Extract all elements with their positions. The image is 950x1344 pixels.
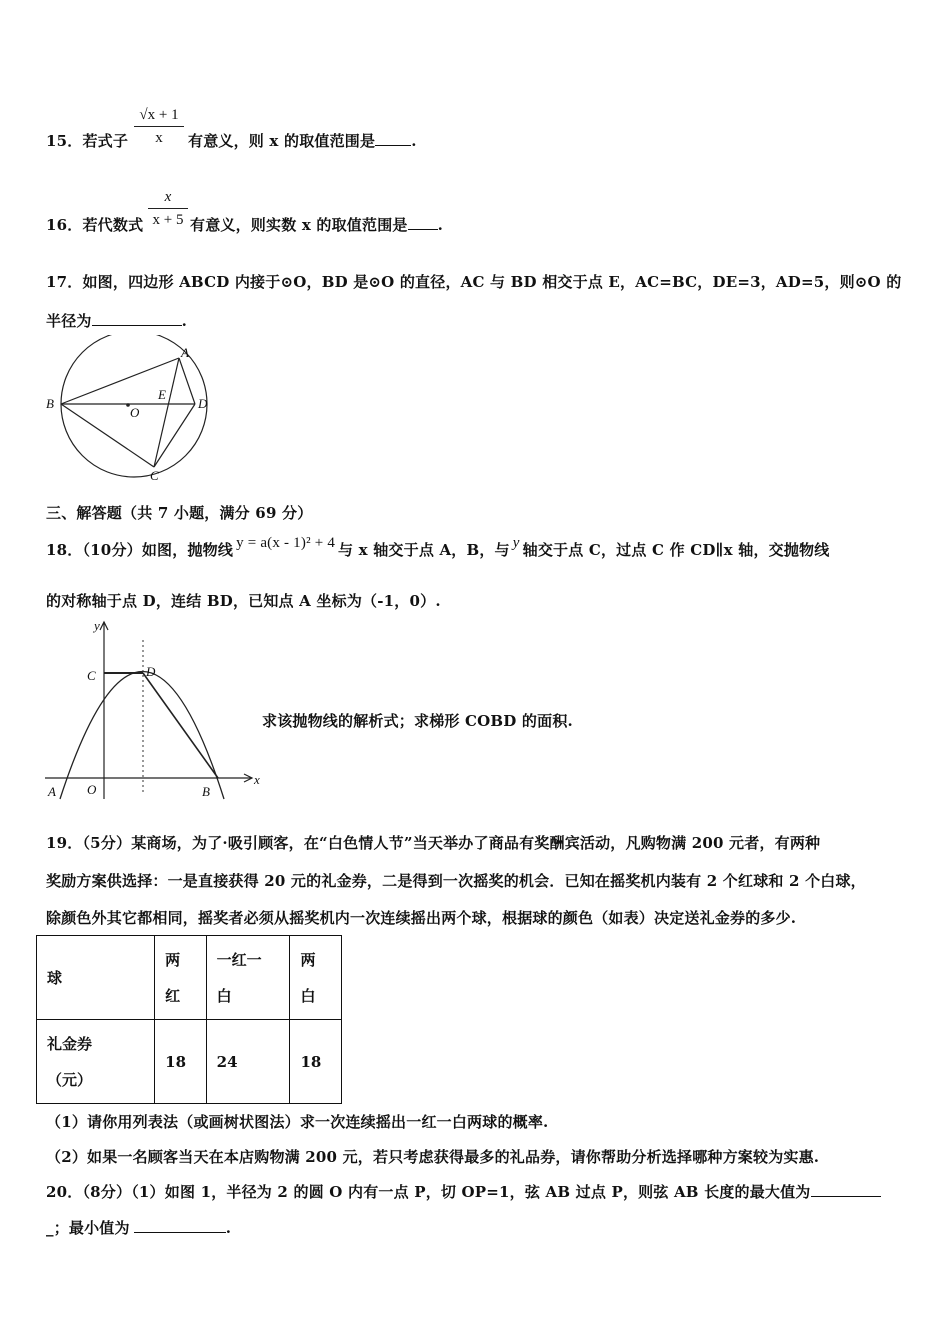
label-a: A bbox=[181, 345, 189, 360]
q15-number: 15． bbox=[46, 132, 83, 150]
label-o: O bbox=[130, 405, 140, 420]
q20-line1-text: 20．（8分）（1）如图 1，半径为 2 的圆 O 内有一点 P，切 OP=1，弦 AB 过点 P，则弦 AB 长度的最大值为 bbox=[46, 1183, 811, 1201]
cell-text: 红 bbox=[165, 986, 181, 1005]
cell-text: 两 bbox=[165, 950, 181, 969]
q18-part2: 与 x 轴交于点 A，B，与 bbox=[338, 541, 510, 559]
q15-suffix-line bbox=[188, 130, 417, 151]
cell-text: 24 bbox=[216, 1052, 238, 1071]
table-cell bbox=[37, 1020, 155, 1104]
segment-ad bbox=[179, 358, 195, 404]
q15-end: . bbox=[411, 132, 417, 150]
table-cell bbox=[290, 936, 342, 1020]
q15-fraction bbox=[134, 106, 184, 147]
q16-end: . bbox=[437, 216, 444, 234]
q19-line1: 19．（5分）某商场，为了·吸引顾客，在“白色情人节”当天举办了商品有奖酬宾活动，凡购物满 200 元者，有两种 bbox=[46, 834, 821, 852]
label-a: A bbox=[48, 784, 56, 799]
answer-blank bbox=[134, 1218, 226, 1233]
q19-sub1: （1）请你用列表法（或画树状图法）求一次连续摇出一红一白两球的概率. bbox=[46, 1113, 549, 1131]
q18-parabola-figure bbox=[40, 614, 270, 804]
cell-text: 18 bbox=[165, 1052, 187, 1071]
answer-blank bbox=[375, 131, 411, 146]
q17-line2 bbox=[46, 310, 187, 331]
segment-bd bbox=[143, 673, 218, 778]
answer-blank bbox=[408, 215, 438, 230]
cell-text: 一红一 bbox=[216, 950, 262, 969]
segment-ac bbox=[154, 358, 179, 467]
q15-denominator: x bbox=[155, 130, 163, 146]
table-cell bbox=[290, 1020, 342, 1104]
cell-text: 两 bbox=[300, 950, 316, 969]
q17-line2-text: 半径为 bbox=[46, 312, 92, 330]
answer-blank bbox=[811, 1182, 881, 1197]
table-cell bbox=[155, 1020, 207, 1104]
label-e: E bbox=[158, 387, 166, 402]
label-d: D bbox=[198, 396, 208, 411]
q20-line2-text: _；最小值为 bbox=[46, 1219, 130, 1237]
q20-line2 bbox=[46, 1217, 231, 1238]
segment-bc bbox=[61, 404, 154, 467]
q19-line2: 奖励方案供选择：一是直接获得 20 元的礼金券，二是得到一次摇奖的机会．已知在摇奖机内装有 2 个红球和 2 个白球， bbox=[46, 872, 866, 890]
q19-line3: 除颜色外其它都相同，摇奖者必须从摇奖机内一次连续摇出两个球，根据球的颜色（如表）决定送礼金券的多少. bbox=[46, 909, 797, 927]
q18-part3: 轴交于点 C，过点 C 作 CD∥x 轴，交抛物线 bbox=[522, 541, 830, 559]
fraction-bar bbox=[148, 208, 188, 209]
q15-suffix: 有意义，则 x 的取值范围是 bbox=[188, 132, 376, 150]
segment-dc bbox=[154, 404, 195, 467]
q20-line1 bbox=[46, 1181, 881, 1202]
table-cell bbox=[37, 936, 155, 1020]
q18-task: 求该抛物线的解析式；求梯形 COBD 的面积. bbox=[262, 712, 573, 730]
cell-text: 礼金券 bbox=[47, 1034, 93, 1053]
q18-line2: 的对称轴于点 D，连结 BD，已知点 A 坐标为（-1，0）. bbox=[46, 592, 441, 610]
q17-end: . bbox=[181, 312, 188, 330]
q16-line bbox=[46, 214, 143, 235]
q19-sub2: （2）如果一名顾客当天在本店购物满 200 元，若只考虑获得最多的礼品券，请你帮助分析选择哪种方案较为实惠. bbox=[46, 1148, 820, 1166]
section-heading: 三、解答题（共 7 小题，满分 69 分） bbox=[46, 504, 313, 522]
cell-text: 白 bbox=[216, 986, 232, 1005]
q15-numerator: √x + 1 bbox=[139, 107, 179, 123]
q16-prefix: 若代数式 bbox=[82, 216, 144, 234]
table-cell bbox=[206, 936, 290, 1020]
label-b: B bbox=[202, 784, 210, 799]
table-cell bbox=[206, 1020, 290, 1104]
label-c: C bbox=[150, 468, 159, 483]
label-d: D bbox=[146, 664, 156, 679]
answer-blank bbox=[92, 311, 182, 326]
table-cell bbox=[155, 936, 207, 1020]
q17-line1: 17．如图，四边形 ABCD 内接于⊙O，BD 是⊙O 的直径，AC 与 BD 相交于点 E，AC=BC，DE=3，AD=5，则⊙O 的 bbox=[46, 273, 902, 291]
q18-y-symbol: y bbox=[512, 535, 520, 551]
q17-circle-figure bbox=[40, 335, 220, 485]
q16-denominator: x + 5 bbox=[152, 212, 184, 228]
label-c: C bbox=[87, 668, 96, 683]
cell-text: （元） bbox=[47, 1070, 93, 1089]
q16-numerator: x bbox=[164, 189, 172, 205]
table-row bbox=[37, 936, 342, 1020]
parabola-curve bbox=[60, 672, 224, 800]
q16-number: 16． bbox=[46, 216, 83, 234]
label-x: x bbox=[254, 772, 260, 787]
label-y: y bbox=[94, 618, 100, 633]
q16-suffix-line bbox=[190, 214, 443, 235]
q18-line1 bbox=[46, 535, 830, 560]
cell-text: 白 bbox=[300, 986, 316, 1005]
q18-part1: 18．（10分）如图，抛物线 bbox=[46, 541, 234, 559]
q16-suffix: 有意义，则实数 x 的取值范围是 bbox=[190, 216, 408, 234]
q15-prefix: 若式子 bbox=[82, 132, 129, 150]
table-row bbox=[37, 1020, 342, 1104]
cell-text: 球 bbox=[47, 968, 63, 987]
fraction-bar bbox=[134, 126, 184, 127]
q18-formula: y = a(x - 1)² + 4 bbox=[236, 535, 336, 551]
cell-text: 18 bbox=[300, 1052, 322, 1071]
label-o: O bbox=[87, 782, 97, 797]
q15-line bbox=[46, 130, 128, 151]
q20-end: . bbox=[225, 1219, 232, 1237]
q16-fraction bbox=[148, 188, 188, 229]
reward-table bbox=[36, 935, 342, 1104]
label-b: B bbox=[46, 396, 54, 411]
